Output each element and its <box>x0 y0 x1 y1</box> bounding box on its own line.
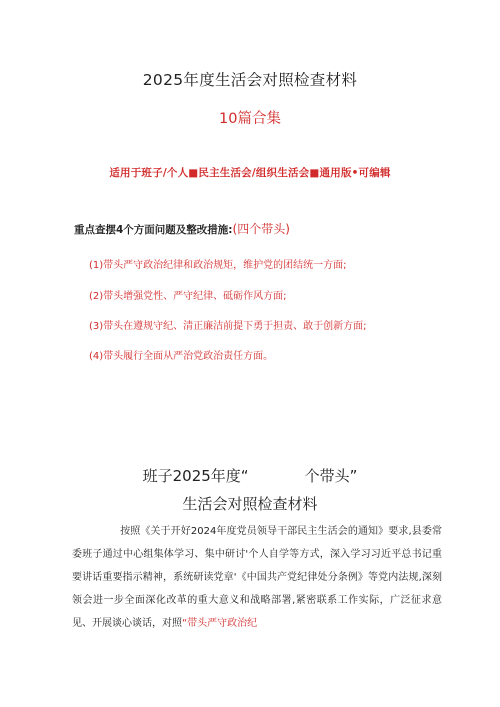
section-title <box>0 465 500 486</box>
section-title-part1: 班子2025年度“ <box>142 467 249 485</box>
document-subtitle: 10篇合集 <box>219 111 281 127</box>
document-title: 2025年度生活会对照检查材料 <box>142 71 358 89</box>
section-title-part2: 个带头” <box>304 467 358 485</box>
body-highlight: “带头严守政治纪 <box>182 618 258 629</box>
focus-item: (4)带头履行全面从严治党政治责任方面。 <box>89 351 274 362</box>
focus-heading <box>74 220 290 237</box>
focus-label: 重点查摆4个方面问题及整改措施: <box>74 224 233 236</box>
focus-item: (3)带头在遵规守纪、清正廉洁前提下勇于担责、敢于创新方面; <box>89 321 367 332</box>
focus-item: (1)带头严守政治纪律和政治规矩，维护党的团结统一方面; <box>89 260 347 271</box>
body-paragraph <box>72 520 442 635</box>
focus-highlight: (四个带头) <box>232 222 290 236</box>
body-text: 按照《关于开好2024年度党员领导干部民主生活会的通知》要求,县委常委班子通过中心组集体学习、集中研讨'个人自学等方式，深入学习习近平总书记重要讲话重要指示精神，系统研读党章'《中国共产党纪律处分条例》等党内法规,深刻领会进一步全面深化改革的重大意义和战略部署,紧密联系工作实际，广泛征求意见、开展谈心谈话，对照 <box>72 526 442 629</box>
document-tagline: 适用于班子/个人■民主生活会/组织生活会■通用版•可编辑 <box>109 167 391 179</box>
section-title-line2: 生活会对照检查材料 <box>182 495 318 513</box>
focus-item: (2)带头增强党性、严守纪律、砥砺作风方面; <box>89 291 287 302</box>
